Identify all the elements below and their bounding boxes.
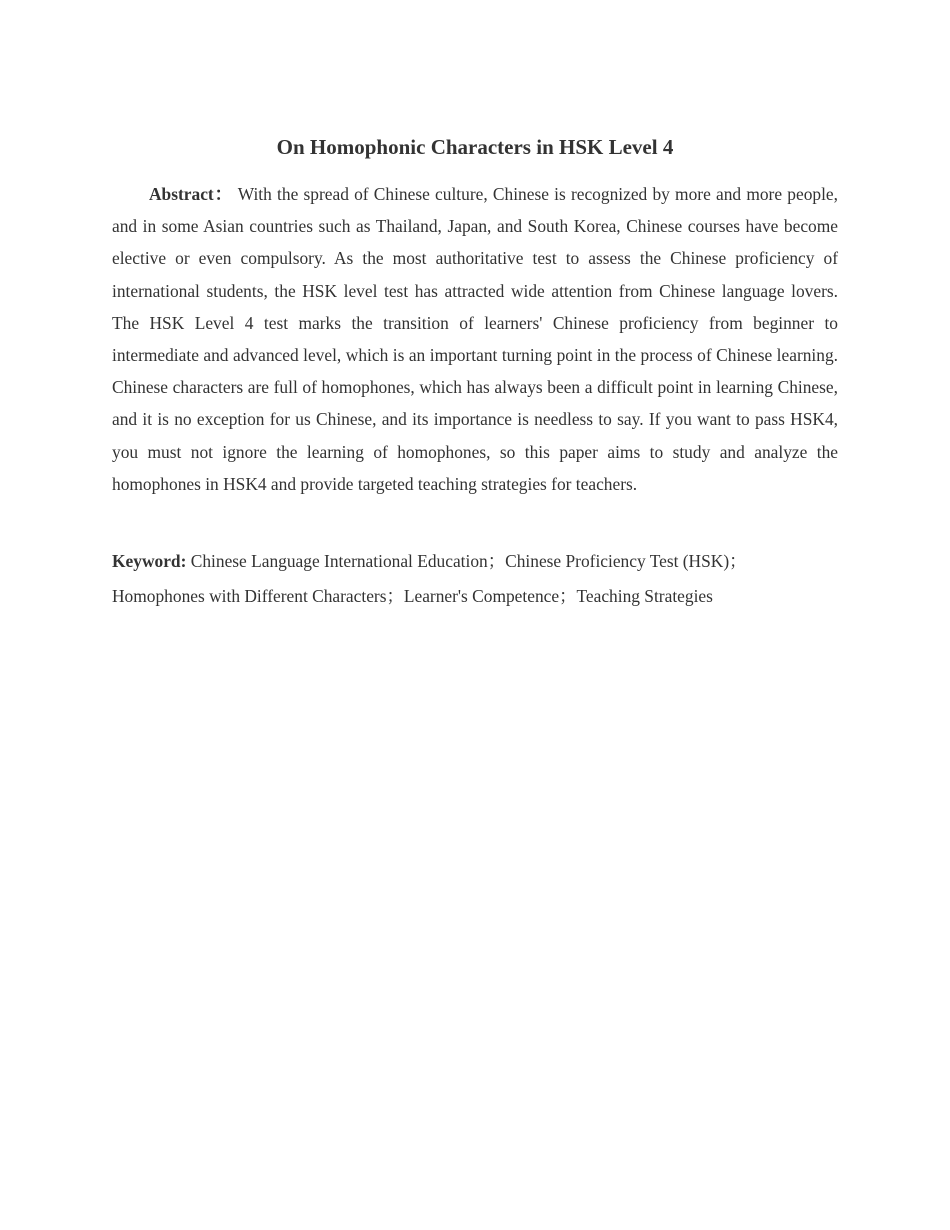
keywords-text: Chinese Language International Education；Chinese Proficiency Test (HSK)；Homophones with Different Characters；Learner's Competence；Teaching Strategies — [112, 551, 747, 606]
paper-title: On Homophonic Characters in HSK Level 4 — [276, 135, 674, 159]
keywords-label: Keyword: — [112, 551, 187, 571]
abstract-label: Abstract： — [149, 184, 233, 204]
keywords-paragraph — [112, 544, 838, 614]
abstract-paragraph — [112, 178, 838, 500]
abstract-text: With the spread of Chinese culture, Chinese is recognized by more and more people, and in some Asian countries such as Thailand, Japan, and South Korea, Chinese courses have become elective or even compulsory. As the most authoritative test to assess the Chinese proficiency of international students, the HSK level test has attracted wide attention from Chinese language lovers. The HSK Level 4 test marks the transition of learners' Chinese proficiency from beginner to intermediate and advanced level, which is an important turning point in the process of Chinese learning. Chinese characters are full of homophones, which has always been a difficult point in learning Chinese, and it is no exception for us Chinese, and its importance is needless to say. If you want to pass HSK4, you must not ignore the learning of homophones, so this paper aims to study and analyze the homophones in HSK4 and provide targeted teaching strategies for teachers. — [112, 184, 838, 494]
